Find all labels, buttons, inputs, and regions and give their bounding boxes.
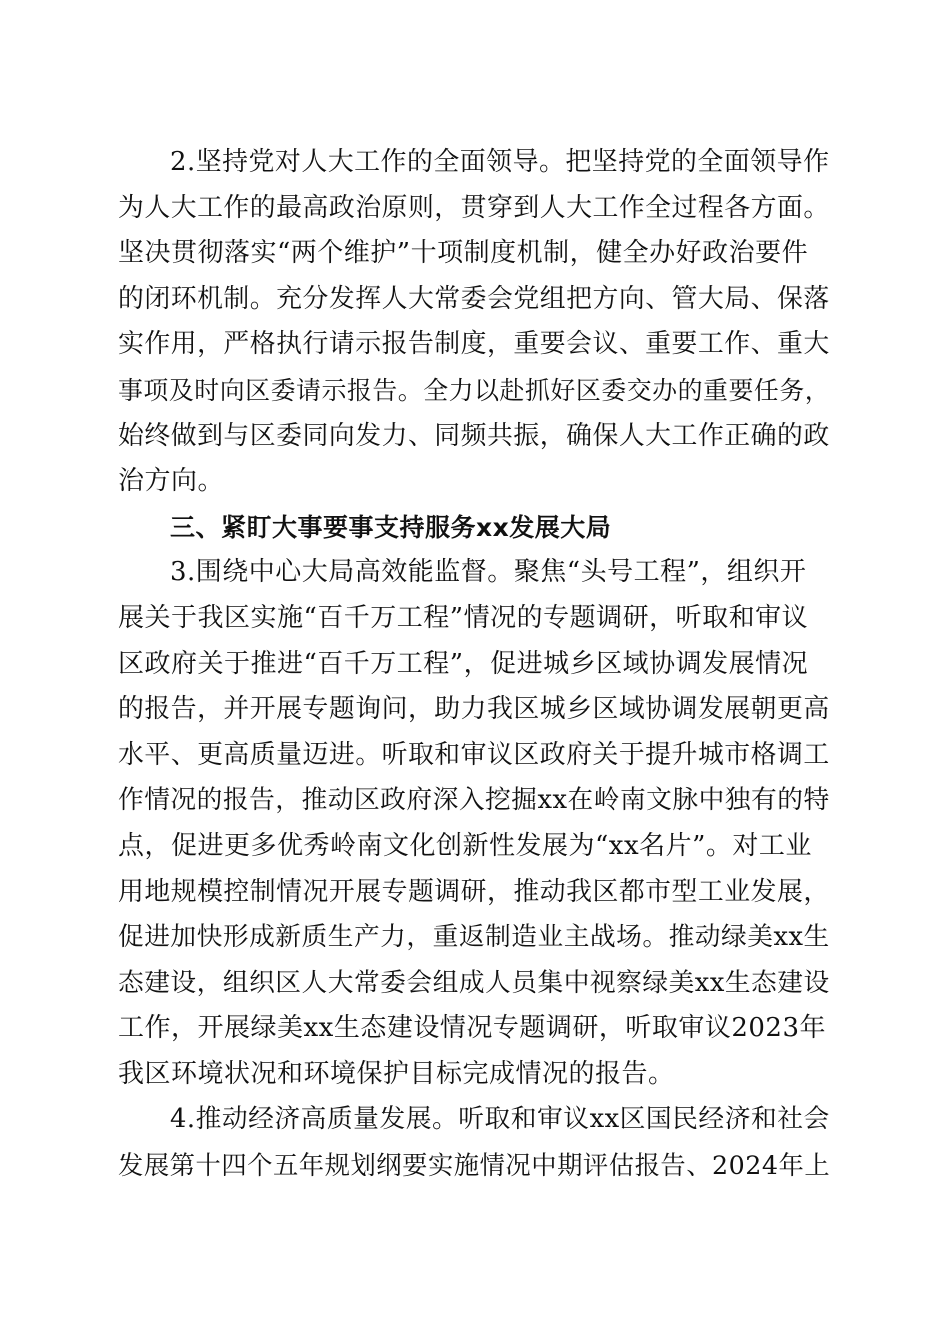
paragraph-2-line-4: 的闭环机制。充分发挥人大常委会党组把方向、管大局、保落 xyxy=(118,283,830,314)
paragraph-2-line-2: 为人大工作的最高政治原则，贯穿到人大工作全过程各方面。 xyxy=(118,192,830,223)
paragraph-3-line-9: 促进加快形成新质生产力，重返制造业主战场。推动绿美xx生 xyxy=(118,922,830,953)
section-heading-3: 三、紧盯大事要事支持服务xx发展大局 xyxy=(170,512,612,542)
paragraph-2-line-7: 始终做到与区委同向发力、同频共振，确保人大工作正确的政 xyxy=(118,420,830,451)
paragraph-2-line-1: 2.坚持党对人大工作的全面领导。把坚持党的全面领导作 xyxy=(170,147,830,177)
paragraph-3-line-11: 工作，开展绿美xx生态建设情况专题调研，听取审议2023年 xyxy=(118,1013,826,1044)
paragraph-3-line-7: 点，促进更多优秀岭南文化创新性发展为“xx名片”。对工业 xyxy=(118,830,812,861)
paragraph-3-line-6: 作情况的报告，推动区政府深入挖掘xx在岭南文脉中独有的特 xyxy=(118,785,830,816)
paragraph-4-line-1: 4.推动经济高质量发展。听取和审议xx区国民经济和社会 xyxy=(170,1104,830,1135)
paragraph-3-line-4: 的报告，并开展专题询问，助力我区城乡区域协调发展朝更高 xyxy=(118,694,830,725)
paragraph-3-line-5: 水平、更高质量迈进。听取和审议区政府关于提升城市格调工 xyxy=(118,739,830,770)
paragraph-3-line-2: 展关于我区实施“百千万工程”情况的专题调研，听取和审议 xyxy=(118,602,809,633)
paragraph-2-line-3: 坚决贯彻落实“两个维护”十项制度机制，健全办好政治要件 xyxy=(118,238,809,269)
paragraph-3-line-3: 区政府关于推进“百千万工程”，促进城乡区域协调发展情况 xyxy=(118,648,809,679)
paragraph-4-line-2: 发展第十四个五年规划纲要实施情况中期评估报告、2024年上 xyxy=(118,1150,831,1181)
document-body xyxy=(118,140,830,1189)
paragraph-2-line-6: 事项及时向区委请示报告。全力以赴抓好区委交办的重要任务， xyxy=(118,375,831,405)
paragraph-3-line-12: 我区环境状况和环境保护目标完成情况的报告。 xyxy=(118,1058,675,1089)
paragraph-3-line-10: 态建设，组织区人大常委会组成人员集中视察绿美xx生态建设 xyxy=(118,967,830,998)
paragraph-3-line-8: 用地规模控制情况开展专题调研，推动我区都市型工业发展， xyxy=(118,876,830,907)
paragraph-2-line-8: 治方向。 xyxy=(118,466,225,497)
paragraph-2-line-5: 实作用，严格执行请示报告制度，重要会议、重要工作、重大 xyxy=(118,329,830,360)
paragraph-3-line-1: 3.围绕中心大局高效能监督。聚焦“头号工程”，组织开 xyxy=(170,557,807,588)
